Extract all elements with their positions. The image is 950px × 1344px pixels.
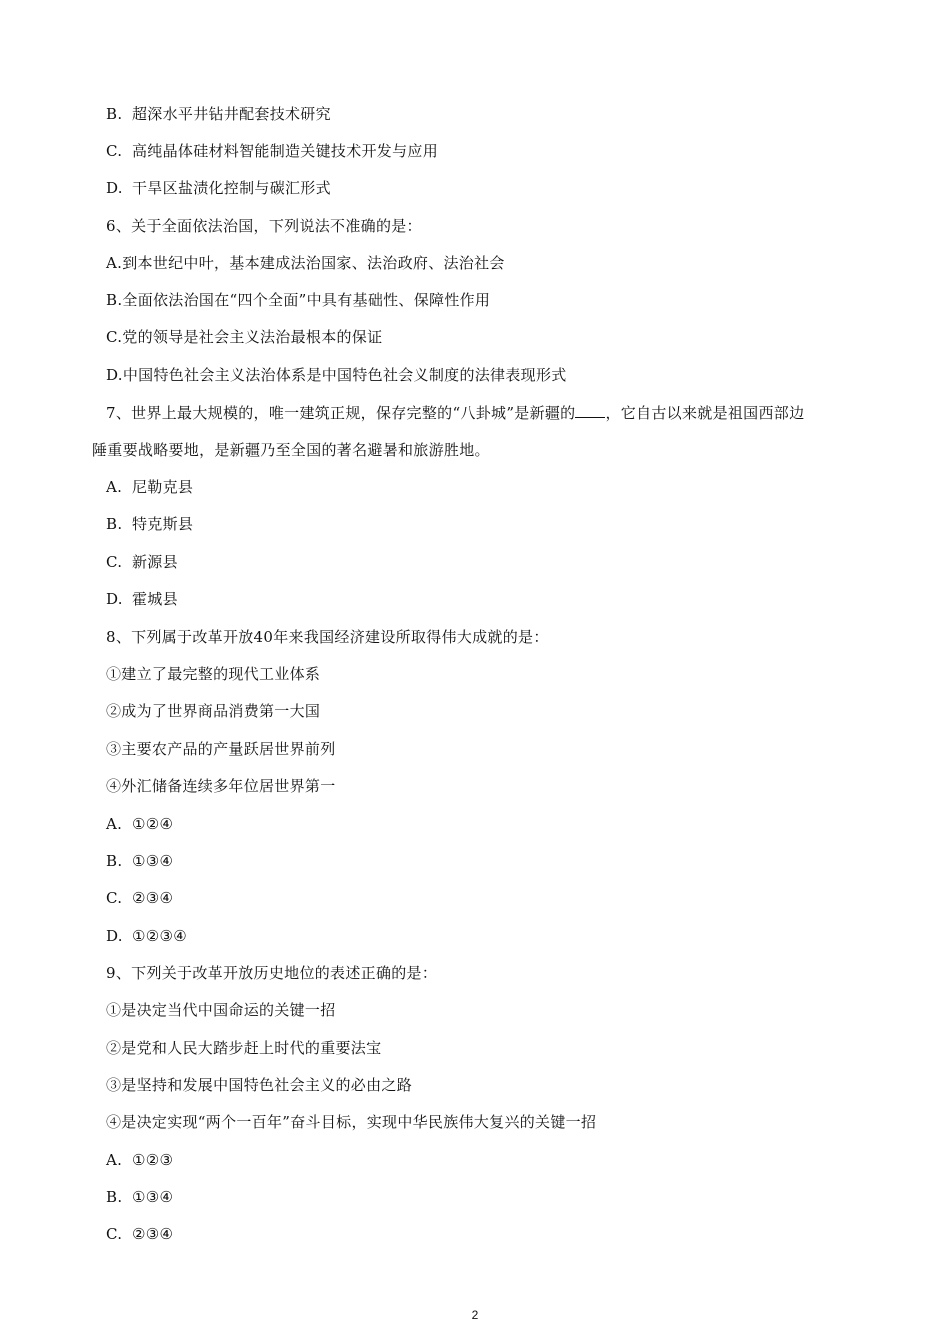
q8-option-b: [106, 851, 173, 871]
q7-stem-part1: 7、世界上最大规模的，唯一建筑正规，保存完整的“八卦城”是新疆的: [106, 404, 576, 422]
option-text: 高纯晶体硅材料智能制造关键技术开发与应用: [132, 142, 439, 160]
q6-option-d: D.中国特色社会主义法治体系是中国特色社会义制度的法律表现形式: [106, 366, 567, 384]
option-letter: D.: [106, 927, 123, 945]
q7-option-b: [106, 514, 193, 534]
q5-option-b: [106, 104, 331, 124]
option-text: ①②③④: [132, 927, 187, 945]
option-letter: C.: [106, 889, 123, 907]
q9-item-1: ①是决定当代中国命运的关键一招: [106, 1001, 336, 1019]
option-text: 干旱区盐渍化控制与碳汇形式: [132, 179, 331, 197]
option-letter: A.: [106, 478, 123, 496]
option-letter: D.: [106, 179, 123, 197]
q9-item-4: ④是决定实现“两个一百年”奋斗目标，实现中华民族伟大复兴的关键一招: [106, 1113, 597, 1131]
option-letter: C.: [106, 1225, 123, 1243]
option-text: 尼勒克县: [132, 478, 194, 496]
q9-stem: 9、下列关于改革开放历史地位的表述正确的是：: [106, 964, 438, 982]
option-text: ①③④: [132, 852, 174, 870]
q5-option-d: [106, 178, 331, 198]
option-letter: C.: [106, 142, 123, 160]
q8-option-c: [106, 888, 173, 908]
q8-item-4: ④外汇储备连续多年位居世界第一: [106, 777, 336, 795]
q7-stem-part2: ，它自古以来就是祖国西部边: [605, 404, 805, 422]
option-text: ①②③: [132, 1151, 174, 1169]
q5-option-c: [106, 141, 438, 161]
q8-item-1: ①建立了最完整的现代工业体系: [106, 665, 321, 683]
q6-option-b: B.全面依法治国在“四个全面”中具有基础性、保障性作用: [106, 291, 491, 309]
q8-option-a: [106, 814, 173, 834]
q9-option-b: [106, 1187, 173, 1207]
q9-option-c: [106, 1224, 173, 1244]
q9-item-2: ②是党和人民大踏步赶上时代的重要法宝: [106, 1039, 382, 1057]
option-letter: B.: [106, 1188, 123, 1206]
option-letter: C.: [106, 553, 123, 571]
q8-option-d: [106, 926, 187, 946]
option-text: ②③④: [132, 1225, 174, 1243]
q7-option-c: [106, 552, 178, 572]
option-text: ②③④: [132, 889, 174, 907]
q6-option-c: C.党的领导是社会主义法治最根本的保证: [106, 328, 383, 346]
q9-option-a: [106, 1150, 173, 1170]
page-number: 2: [471, 1308, 479, 1322]
option-letter: B.: [106, 515, 123, 533]
q8-stem: 8、下列属于改革开放40年来我国经济建设所取得伟大成就的是：: [106, 628, 549, 646]
answer-blank: [575, 403, 605, 418]
option-letter: D.: [106, 590, 123, 608]
option-text: 霍城县: [132, 590, 178, 608]
option-text: ①③④: [132, 1188, 174, 1206]
q8-item-2: ②成为了世界商品消费第一大国: [106, 702, 321, 720]
q7-option-d: [106, 589, 178, 609]
option-letter: B.: [106, 105, 123, 123]
q6-option-a: A.到本世纪中叶，基本建成法治国家、法治政府、法治社会: [106, 254, 505, 272]
option-text: 新源县: [132, 553, 178, 571]
q7-stem-line2: 陲重要战略要地，是新疆乃至全国的著名避暑和旅游胜地。: [92, 441, 490, 459]
option-text: 特克斯县: [132, 515, 194, 533]
q7-option-a: [106, 477, 193, 497]
option-letter: B.: [106, 852, 123, 870]
option-letter: A.: [106, 815, 123, 833]
q8-item-3: ③主要农产品的产量跃居世界前列: [106, 740, 336, 758]
option-text: 超深水平井钻井配套技术研究: [132, 105, 331, 123]
q6-stem: 6、关于全面依法治国，下列说法不准确的是：: [106, 217, 422, 235]
option-letter: A.: [106, 1151, 123, 1169]
option-text: ①②④: [132, 815, 174, 833]
q9-item-3: ③是坚持和发展中国特色社会主义的必由之路: [106, 1076, 413, 1094]
q7-stem-line1: [106, 403, 804, 423]
